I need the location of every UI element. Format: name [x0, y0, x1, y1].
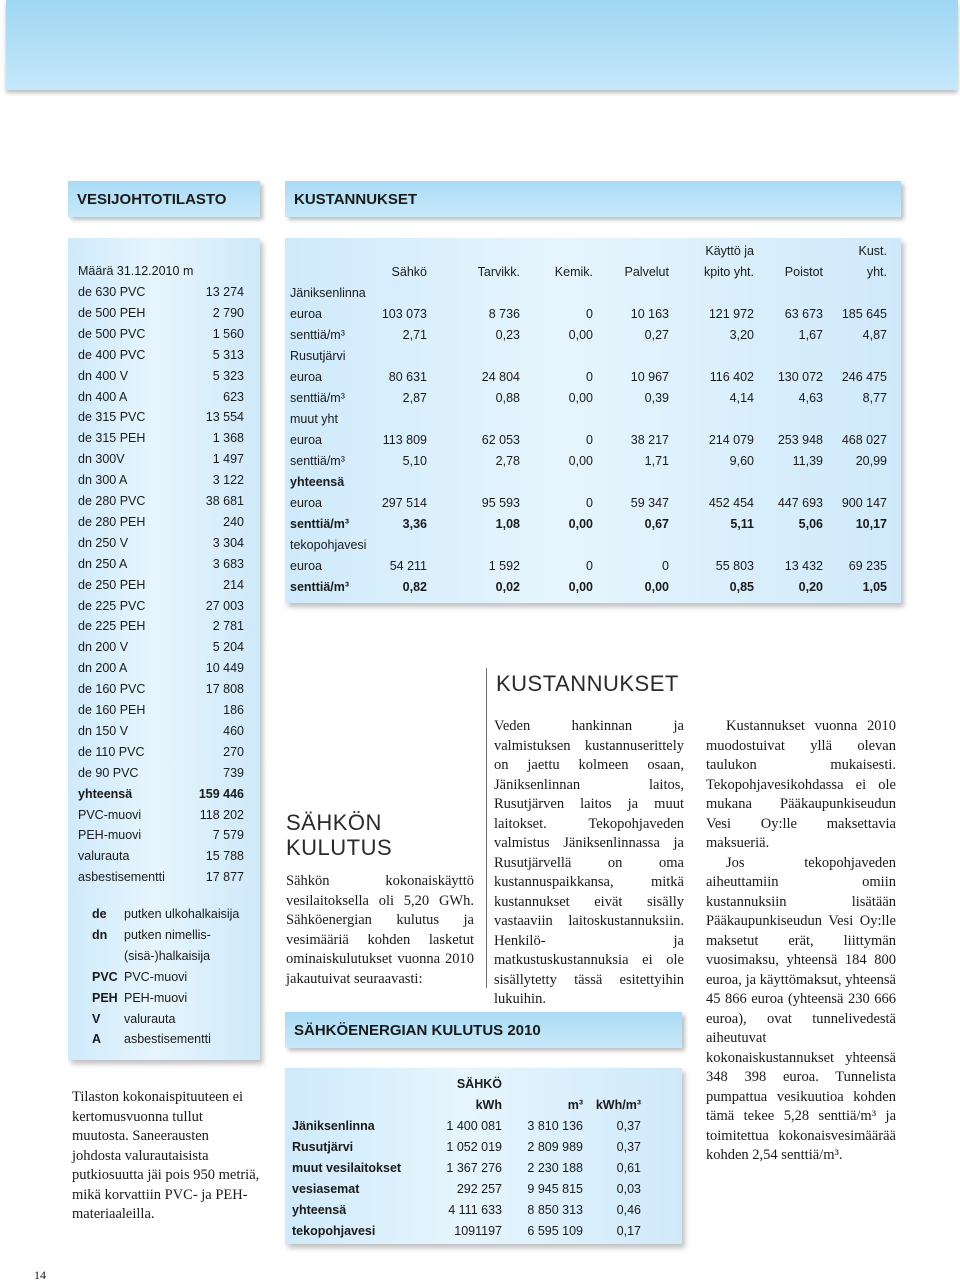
sahkoenergia-row-label: Rusutjärvi — [292, 1140, 354, 1154]
kustannukset-cell: 130 072 — [777, 370, 823, 384]
kustannukset-cell: 0 — [586, 433, 593, 447]
kustannukset-column-header: Palvelut — [624, 265, 669, 279]
kustannukset-cell: 116 402 — [709, 370, 754, 384]
sahkoenergia-cell: 0,03 — [616, 1182, 641, 1196]
kustannukset-cell: 0,00 — [568, 328, 593, 342]
vesijohto-row-label: de 500 PVC — [78, 326, 146, 341]
kustannukset-column-header: Sähkö — [391, 265, 427, 279]
vesijohto-row-label: de 315 PVC — [78, 410, 146, 425]
sahkoenergia-cell: 0,61 — [616, 1161, 641, 1175]
vesijohto-row-value: 118 202 — [199, 807, 244, 822]
vesijohto-header — [68, 181, 260, 217]
sahkoenergia-cell: 0,37 — [616, 1140, 641, 1154]
vesijohto-row-value: 5 323 — [212, 368, 244, 383]
vesijohto-row-value: 623 — [223, 389, 244, 404]
kustannukset-cell: 0,85 — [729, 580, 754, 594]
column-divider — [486, 668, 487, 988]
kustannukset-table — [285, 238, 901, 603]
vesijohto-row-value: 13 554 — [205, 410, 244, 425]
vesijohto-title: VESIJOHTOTILASTO — [77, 191, 227, 208]
kustannukset-cell: 103 073 — [381, 307, 427, 321]
vesijohto-row-label: yhteensä — [78, 786, 133, 801]
kustannukset-cell: 0,39 — [644, 391, 669, 405]
sahkon-heading — [286, 810, 392, 860]
kustannukset-cell: 38 217 — [630, 433, 669, 447]
kustannukset-column-header: yht. — [866, 265, 887, 279]
kustannukset-column-header: Kemik. — [554, 265, 593, 279]
kustannukset-cell: 1,67 — [798, 328, 823, 342]
kustannukset-cell: 185 645 — [841, 307, 887, 321]
kustannukset-cell: 0,00 — [568, 454, 593, 468]
kustannukset-cell: 4,14 — [729, 391, 754, 405]
vesijohto-row-value: 186 — [223, 703, 244, 717]
vesijohto-row-label: dn 300 A — [78, 473, 128, 488]
kustannukset-cell: 9,60 — [729, 454, 754, 468]
kustannukset-header — [285, 181, 901, 217]
vesijohto-row-label: PEH-muovi — [78, 828, 142, 843]
vesijohto-row-value: 38 681 — [205, 494, 244, 508]
kustannukset-cell: 0 — [586, 559, 593, 573]
vesijohto-row-value: 17 808 — [205, 682, 244, 697]
legend-text: PVC-muovi — [124, 969, 188, 984]
legend-abbr: dn — [92, 927, 108, 942]
kustannukset-cell: 10 967 — [630, 370, 669, 384]
kustannukset-cell: 4,63 — [798, 391, 823, 405]
vesijohto-row-label: dn 250 V — [78, 535, 129, 550]
kustannukset-cell: 0,23 — [495, 328, 520, 342]
legend-abbr: de — [92, 907, 107, 921]
vesijohto-row-value: 1 497 — [212, 452, 244, 467]
kustannukset-cell: 10 163 — [630, 307, 669, 321]
kustannukset-cell: 2,78 — [495, 454, 520, 468]
kustannukset-header-top-cell: Käyttö ja — [705, 244, 754, 258]
kustannukset-group-name: muut yht — [290, 412, 338, 426]
kustannukset-row-label: euroa — [290, 433, 322, 447]
kustannukset-cell: 54 211 — [389, 559, 427, 573]
kustannukset-cell: 0,88 — [495, 391, 520, 405]
kustannukset-cell: 2,87 — [402, 391, 427, 405]
vesijohto-row-value: 27 003 — [205, 598, 244, 613]
vesijohto-row-value: 17 877 — [205, 870, 244, 885]
sahkoenergia-header-top-cell: SÄHKÖ — [456, 1077, 502, 1091]
vesijohto-row-label: de 90 PVC — [78, 765, 139, 780]
vesijohto-row-label: de 630 PVC — [78, 285, 146, 299]
vesijohto-row-value: 3 304 — [212, 535, 244, 550]
vesijohto-row-value: 10 449 — [205, 661, 244, 676]
kustannukset-cell: 297 514 — [381, 496, 427, 510]
vesijohto-row-value: 5 313 — [212, 347, 244, 362]
sahkoenergia-row-label: yhteensä — [292, 1203, 347, 1217]
legend-text: putken nimellis- — [124, 927, 211, 942]
kustannukset-cell: 0 — [586, 307, 593, 321]
vesijohto-row-value: 270 — [223, 744, 244, 759]
kustannukset-cell: 0,00 — [568, 580, 593, 594]
vesijohto-row-label: valurauta — [78, 849, 130, 864]
kustannukset-cell: 253 948 — [777, 433, 823, 447]
vesijohto-row-value: 159 446 — [198, 786, 244, 801]
vesijohto-row-label: de 225 PVC — [78, 598, 146, 613]
vesijohto-row-label: de 280 PVC — [78, 494, 146, 508]
vesijohto-row-label: asbestisementti — [78, 870, 165, 885]
kustannukset-cell: 69 235 — [848, 559, 887, 573]
vesijohto-row-label: dn 250 A — [78, 556, 128, 571]
kustannukset-cell: 1,08 — [495, 517, 520, 531]
vesijohto-row-value: 15 788 — [205, 849, 244, 864]
kustannukset-cell: 10,17 — [855, 517, 887, 531]
kustannukset-cell: 121 972 — [708, 307, 754, 321]
kustannukset-article-heading: KUSTANNUKSET — [496, 671, 679, 696]
sahkoenergia-title: SÄHKÖENERGIAN KULUTUS 2010 — [294, 1022, 541, 1039]
sahkoenergia-cell: 3 810 136 — [527, 1119, 583, 1133]
vesijohto-row-label: de 315 PEH — [78, 431, 146, 446]
kustannukset-cell: 3,20 — [729, 328, 754, 342]
vesijohto-row-value: 5 204 — [212, 640, 244, 655]
kustannukset-cell: 8 736 — [488, 307, 520, 321]
vesijohto-row-label: de 110 PVC — [78, 744, 145, 759]
kustannukset-cell: 5,06 — [798, 517, 823, 531]
vesijohto-row-label: dn 200 V — [78, 640, 129, 655]
vesijohto-row-label: de 160 PVC — [78, 682, 146, 697]
vesijohto-row-label: dn 200 A — [78, 661, 128, 676]
kustannukset-row-label: senttiä/m³ — [290, 517, 350, 531]
kustannukset-cell: 0,00 — [568, 517, 593, 531]
kustannukset-paragraph-1: Kustannukset vuonna 2010 muodostuivat yllä olevan taulukon mukaisesti. Tekopohjavesikohdassa ei ole mukana Pääkaupunkiseudun Vesi Oy:lle maksettavia maksueriä. — [706, 718, 896, 851]
kustannukset-cell: 95 593 — [481, 496, 520, 510]
sahkoenergia-cell: 1 367 276 — [446, 1161, 502, 1175]
legend-text: valurauta — [124, 1011, 176, 1026]
kustannukset-row-label: euroa — [290, 370, 322, 384]
kustannukset-cell: 0,02 — [495, 580, 520, 594]
vesijohto-row-value: 214 — [223, 577, 244, 592]
kustannukset-cell: 113 809 — [382, 433, 427, 447]
kustannukset-cell: 5,11 — [730, 517, 754, 531]
vesijohto-note: Tilaston kokonaispituuteen ei kertomusvuonna tullut muutosta. Saneerausten johdosta valurautaisista putkiosuutta jäi pois 950 metriä, mikä korvattiin PVC- ja PEH-materiaaleilla. — [72, 1089, 260, 1222]
legend-abbr: A — [92, 1032, 102, 1047]
kustannukset-cell: 468 027 — [841, 433, 887, 447]
sahkon-heading-line2: KULUTUS — [286, 835, 393, 860]
kustannukset-cell: 2,71 — [402, 328, 427, 342]
kustannukset-cell: 447 693 — [777, 496, 823, 510]
kustannukset-cell: 1,71 — [644, 454, 669, 468]
kustannukset-cell: 20,99 — [855, 454, 887, 468]
vesijohto-row-label: de 225 PEH — [78, 619, 146, 634]
sahkoenergia-row-label: Jäniksenlinna — [292, 1119, 375, 1133]
kustannukset-cell: 0,27 — [644, 328, 669, 342]
kustannukset-cell: 63 673 — [784, 307, 823, 321]
kustannukset-text-col1: Veden hankinnan ja valmistuksen kustannuserittely on jaettu kolmeen osaan, Jäniksenlinnan laitos, Rusutjärven laitos ja muut laitokset. Tekopohjaveden valmistus Jäniksenlinnassa ja Rusutjärvellä on oma kustannuspaikkansa, mitkä kustannukset eivät sisälly vastaaviin laitoskustannuksiin. Henkilö- ja matkustuskustannuksia ei ole sisällytetty tässä esitettyihin lukuihin. — [494, 718, 684, 1007]
sahkon-text: Sähkön kokonaiskäyttö vesilaitoksella oli 5,20 GWh. Sähköenergian kulutus ja vesimääriä kohden lasketut ominaiskulutukset vuonna 2010 jakautuivat seuraavasti: — [286, 873, 474, 987]
kustannukset-cell: 0 — [586, 496, 593, 510]
vesijohto-row-value: 7 579 — [212, 828, 244, 843]
legend-text: PEH-muovi — [124, 990, 188, 1005]
kustannukset-cell: 0,20 — [798, 580, 823, 594]
vesijohto-row-value: 1 368 — [212, 431, 244, 446]
sahkoenergia-cell: 0,46 — [616, 1203, 641, 1217]
sahkoenergia-column-header: m³ — [567, 1098, 583, 1112]
sahkoenergia-cell: 2 230 188 — [527, 1161, 583, 1175]
vesijohto-row-value: 240 — [223, 514, 244, 529]
kustannukset-row-label: euroa — [290, 559, 322, 573]
kustannukset-cell: 80 631 — [388, 370, 427, 384]
kustannukset-cell: 0 — [662, 559, 669, 573]
kustannukset-cell: 55 803 — [715, 559, 754, 573]
vesijohto-row-value: 13 274 — [205, 285, 244, 299]
kustannukset-paragraph-2: Jos tekopohjaveden aiheuttamiin omiin kustannuksiin lisätään Pääkaupunkiseudun Vesi Oy:lle maksetut erät, liittymän vuosimaksu, yhteensä 184 800 euroa, ja käyttömaksut, yhteensä 45 866 euroa (yhteensä 230 666 euroa), ovat tunnelivedestä aiheutuvat kokonaiskustannukset yhteensä 348 398 euroa. Tunnelista pumpattua vesikuutioa kohden tämä tekee 5,28 senttiä/m³ ja toimitettua kokonaisvesimäärää kohden 2,54 senttiä/m³. — [706, 854, 896, 1163]
page-number: 14 — [34, 1268, 46, 1282]
kustannukset-cell: 24 804 — [481, 370, 520, 384]
kustannukset-cell: 5,10 — [402, 454, 427, 468]
kustannukset-row-label: senttiä/m³ — [290, 580, 350, 594]
sahkoenergia-cell: 1 400 081 — [446, 1119, 502, 1133]
legend-abbr: PEH — [92, 990, 118, 1005]
kustannukset-cell: 900 147 — [841, 496, 887, 510]
date-label: Määrä 31.12.2010 m — [78, 264, 194, 278]
kustannukset-cell: 11,39 — [792, 454, 823, 468]
kustannukset-row-label: senttiä/m³ — [290, 328, 345, 342]
sahkoenergia-table — [285, 1068, 682, 1244]
vesijohto-row-label: de 250 PEH — [78, 577, 146, 592]
kustannukset-cell: 214 079 — [708, 433, 754, 447]
kustannukset-cell: 13 432 — [784, 559, 823, 573]
kustannukset-group-name: tekopohjavesi — [290, 538, 367, 552]
kustannukset-cell: 1,05 — [862, 580, 887, 594]
kustannukset-group-name: yhteensä — [290, 475, 345, 489]
kustannukset-header-top-cell: Kust. — [858, 244, 887, 258]
kustannukset-cell: 452 454 — [708, 496, 754, 510]
vesijohto-row-label: de 280 PEH — [78, 514, 146, 529]
vesijohto-row-value: 2 790 — [212, 305, 244, 320]
legend-text: asbestisementti — [124, 1032, 211, 1047]
kustannukset-group-name: Rusutjärvi — [290, 349, 346, 363]
kustannukset-column-header: kpito yht. — [703, 265, 754, 279]
sahkoenergia-column-header: kWh/m³ — [595, 1098, 641, 1112]
sahkoenergia-cell: 1 052 019 — [446, 1140, 502, 1154]
vesijohto-row-label: de 400 PVC — [78, 347, 146, 362]
vesijohto-row-value: 1 560 — [212, 326, 244, 341]
sahkoenergia-row-label: muut vesilaitokset — [292, 1161, 402, 1175]
vesijohto-row-label: dn 400 V — [78, 368, 129, 383]
sahkoenergia-column-header: kWh — [475, 1098, 502, 1112]
kustannukset-cell: 0 — [586, 370, 593, 384]
sahkoenergia-cell: 292 257 — [456, 1182, 502, 1196]
kustannukset-row-label: euroa — [290, 496, 322, 510]
vesijohto-row-label: dn 300V — [78, 452, 125, 467]
sahkoenergia-cell: 0,17 — [616, 1224, 641, 1238]
vesijohto-row-label: de 160 PEH — [78, 703, 146, 717]
legend-abbr: PVC — [92, 969, 118, 984]
sahkoenergia-row-label: tekopohjavesi — [292, 1224, 376, 1238]
sahkoenergia-cell: 4 111 633 — [448, 1203, 502, 1217]
kustannukset-row-label: senttiä/m³ — [290, 391, 345, 405]
vesijohto-row-label: dn 400 A — [78, 389, 128, 404]
kustannukset-column-header: Tarvikk. — [477, 265, 520, 279]
sahkoenergia-cell: 0,37 — [616, 1119, 641, 1133]
kustannukset-cell: 0,67 — [644, 517, 669, 531]
kustannukset-cell: 0,00 — [644, 580, 669, 594]
legend-text: (sisä-)halkaisija — [124, 948, 211, 963]
vesijohto-row-label: dn 150 V — [78, 723, 129, 738]
kustannukset-title: KUSTANNUKSET — [294, 191, 418, 208]
sahkoenergia-header — [285, 1012, 682, 1048]
legend-abbr: V — [92, 1011, 101, 1026]
vesijohto-row-label: de 500 PEH — [78, 305, 146, 320]
sahkoenergia-cell: 6 595 109 — [527, 1224, 583, 1238]
sahkoenergia-cell: 8 850 313 — [527, 1203, 583, 1217]
kustannukset-group-name: Jäniksenlinna — [290, 286, 366, 300]
kustannukset-text-col2 — [706, 717, 896, 1166]
kustannukset-row-label: euroa — [290, 307, 322, 321]
sahkoenergia-row-label: vesiasemat — [292, 1182, 360, 1196]
kustannukset-cell: 4,87 — [862, 328, 887, 342]
vesijohto-row-label: PVC-muovi — [78, 807, 142, 822]
kustannukset-cell: 246 475 — [841, 370, 887, 384]
vesijohto-row-value: 739 — [223, 765, 244, 780]
kustannukset-cell: 8,77 — [862, 391, 887, 405]
sahkoenergia-cell: 2 809 989 — [527, 1140, 583, 1154]
kustannukset-cell: 62 053 — [481, 433, 520, 447]
top-banner — [6, 0, 958, 90]
kustannukset-row-label: senttiä/m³ — [290, 454, 345, 468]
vesijohto-row-value: 460 — [223, 723, 244, 738]
sahkon-heading-line1: SÄHKÖN — [286, 810, 382, 835]
vesijohto-row-value: 3 122 — [212, 473, 244, 488]
kustannukset-cell: 1 592 — [488, 559, 520, 573]
vesijohto-row-value: 3 683 — [212, 556, 244, 571]
sahkoenergia-cell: 1091197 — [454, 1224, 502, 1238]
vesijohto-row-value: 2 781 — [212, 619, 244, 634]
kustannukset-cell: 3,36 — [402, 517, 427, 531]
kustannukset-cell: 0,00 — [568, 391, 593, 405]
sahkoenergia-cell: 9 945 815 — [527, 1182, 583, 1196]
kustannukset-cell: 59 347 — [630, 496, 669, 510]
kustannukset-column-header: Poistot — [784, 265, 823, 279]
kustannukset-cell: 0,82 — [402, 580, 427, 594]
legend-text: putken ulkohalkaisija — [124, 907, 240, 921]
